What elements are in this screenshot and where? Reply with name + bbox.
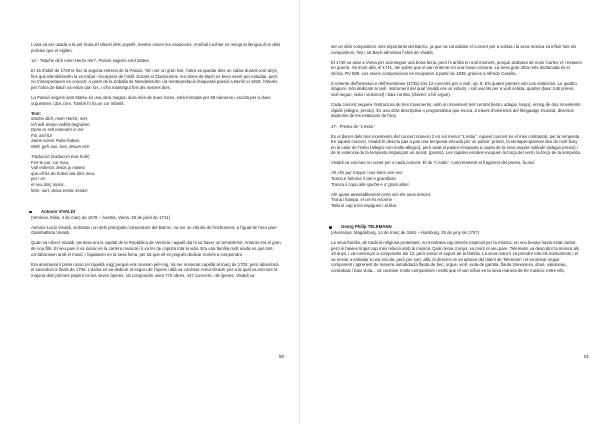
bullet-icon — [29, 211, 32, 214]
composer-dates: (Venècia, Itàlia, 4 de març de 1678 – Àustria, Viena, 28 de juliol de 1741) — [31, 214, 170, 220]
text-segment: (1725) són 12 concerts per a violí, op. 8. Els quatre primers són Les estacions. Le quattro stagioni. Són dedicats al violí, instrument del qual Vivaldi era un virtuós, i són escrits per a violí solista, quartet (baix: tutti primer, violí segon, viola i violoncel) i baix continu (clavecí o bé orgue). — [331, 80, 577, 97]
german-poem — [31, 116, 281, 150]
composer-name: Georg Philip TELEMANN — [341, 224, 392, 230]
text-segment: L'aria va ser usada a la pel·lícula — [31, 42, 95, 47]
translation-line: que ell ha de trobar ara dins meu, — [31, 170, 96, 176]
poem-line: Welt, geh aus, lass Jesum ein! — [31, 144, 90, 150]
text-segment: Era anomenat — [31, 261, 60, 267]
paragraph-film-note — [31, 42, 281, 53]
poem-line: Ich will Jesum selbst begraben. — [31, 121, 91, 127]
translation-line: Fes-te pur, cor meu, — [31, 159, 70, 165]
translation-line: per i en — [31, 176, 46, 182]
composer-name: Antonio VIVALDI — [41, 209, 76, 215]
paragraph-summer-description: És el darrer dels tres moviments del concert número 2 en sol menor "L'estiu". Aquest concert és el més contrastat, per la tempesta. En aquest concert, Vivaldi hi descriu pas a pas una tempesta viscuda per un pastor: primer, la sentaperopareixe des de molt lluny en la calor de l'estiu (allegro non molto-allegro), però aviat el pastor s'espanta a causa de la seva inquiet solitude (adagio presto) i de la violència de la tempesta mitjançant un acord, (presto). Les rapides escales evoquen la força del vent i la força de la tempesta. — [331, 133, 582, 156]
page-number: 50 — [279, 354, 285, 359]
heading-text: 14.- "Mache dich mein Herze rein", — [31, 58, 99, 64]
heading-work-title: Passió segons sant Mateu — [98, 58, 149, 64]
right-page — [300, 0, 600, 424]
section-heading-14 — [31, 58, 281, 64]
text-label: Text: — [31, 110, 41, 116]
poem-line: Denn er soll nunmehr in mir — [31, 127, 84, 133]
right-page-column — [331, 44, 582, 278]
poem-line: Mache dich, mein Herze, rein, — [31, 116, 89, 122]
poem-line: Seine süsse Ruhe haben. — [31, 138, 81, 144]
nickname: il prete rosso — [59, 261, 84, 267]
text-segment: (el capellà roig) perquè era mossèn pèl-roig. Va ser nomenat capellà al març de 1703, però abandonà el sacerdoci a finals de 1706. L'asma es va dedicar al negoci de l'òpera i allà va conèixer Anna Girault, per a la qual va escriure la majoria dels primers papers en les seves òperes. Va compondre unes 770 obres, 447 concerts i 46 òperes. Vivaldi va — [31, 261, 279, 278]
catalan-translation — [31, 154, 281, 193]
paragraph-passion-structure: La Passió segons sant Mateu és una obra magna, dura més de dues hores, està formada per 68 números i escrita per a dues orquestres i dos cors. També hi ha un cor infantil. — [31, 94, 271, 106]
work-title: Il cimento dell'armonia e dell'inventione — [331, 80, 406, 86]
page-number: 51 — [584, 354, 590, 359]
composer-heading-vivaldi — [31, 209, 281, 215]
poem-line: Ah che pur troppo i suo timor son veri — [331, 170, 403, 176]
paragraph-vivaldi-intro: Antonio Lucio Vivaldi, violinista i un dels principals compositors del Barroc, va ser un virtuós de l'instrument, a l'igual de l'seu pare Giambattista Vivaldi. — [31, 224, 277, 236]
left-page-column — [31, 42, 281, 283]
translation-line: Món, surt, deixa entrar Jesús! — [31, 187, 88, 193]
translation-line: Vull enterrar Jesús jo mateix — [31, 165, 86, 171]
translation-line: Trona i llampa, el cel és enorme — [331, 197, 392, 203]
translation-label: Traducció (traducció Eva Solé) — [31, 154, 90, 160]
paragraph-cimento — [331, 81, 582, 98]
text-segment: , mentre sonen les variacions, Anníbal Lechter es menja la llengua d'un dels policies que el vigilen. — [31, 42, 281, 53]
paragraph-vivaldi-family: Quan va néixer Vivaldi, Venècia era la capital de la República de Venècia i aquell dia hi va haver un terratrèmol. Antonio era el gran de nou fills. El seu pare li va iniciar en la carrera musical i li va fer de copista tota la vida. Era una família molt unida en què tots col·laboraven amb el músic i l'ajudaven en la seva feina, per tal que ell es pogués dedicar només a compondre. — [31, 240, 281, 257]
translation-line: Talla el cap a les espigues i al blat. — [331, 202, 398, 208]
italian-sonnet — [331, 170, 582, 187]
paragraph-vivaldi-death: El 1740 va anar a Viena per aconseguir una bona feina, però hi arribà en mal moment, perquè acabava de morir Carles VI i estaven en guerra. Va morir allà, el 1741, tan pobre que el van enterrar en una fossa comuna. La seva gran obra més destacada és el Glòria, RV 589. Les seves composicions es recuperen a partir de 1939, gràcies a Alfredo Casella. — [331, 59, 582, 76]
paragraph-vivaldi-influence: ser un dels compositors més importants del Barroc, ja que va consolidar el concert per a solista i la seva música va influir tots els compositors, fins i tot Bach admirava l'obra de Vivaldi. — [331, 44, 577, 55]
film-title: El silenci dels anyells — [94, 42, 136, 47]
poem-line: Tronca il capo alle spiche e a' grani alteri. — [331, 181, 410, 187]
composer-dates: (Alemanya, Magdeburg, 14 de març de 1681 – Hamburg, 25 de juny de 1767) — [331, 229, 480, 235]
paragraph-passion-history: El 15 d'abril de 1729 té lloc la segona estrena de la Passió. Tot i ser un gran èxit, l'obra va quedar dins un calaix durant cent anys, fins que Mendelssohn la va trobar i recuperar de l'oblit. Durant el Classicisme, les obres de Bach es feien servir per estudiar, però no s'interpretaven en concert. A partir de la troballa de Mendelssohn i la reinterpretació d'aquesta passió a Berlín el 1829, l'interès per l'obra de Bach va evitar que fos, i s'ha mantingut fins als nostres dies. — [31, 68, 278, 90]
poem-line: Tuona e fulmina il ciel e grandioso — [331, 176, 396, 182]
sonnet-translation — [331, 192, 582, 209]
translation-line: el seu dolç repòs. — [31, 182, 65, 188]
composer-heading-telemann — [331, 224, 582, 230]
bullet-icon — [329, 226, 332, 229]
paragraph-vivaldi-priest — [31, 262, 281, 279]
paragraph-telemann-bio: La seva família, de tradició religiosa protestant, no mostrava cap interès especial per la música; un seu besavi havia estat cantor, però ni havien tingut cap més relació amb la música. Quan tenia 4 anys, va morir el seu pare. Telemann va descobrir la música als 10 anys, i va començar a compondre als 12, però sense el suport de la família. La seva mare li va prendre tots els instruments i el va enviar a estudiar a una escola, però per sort, allà, el director es va adonar del talent de Telemann i el va deixar seguir component i aprenent de manera autodidacta flauta de bec, orgue, violí, viola de gamba, flauta travessera, oboè, xalumeau, contrabaix i baix viola... va conèixer molts compositors i estils que el van influir en la seva manera de fer música: entre ells, — [331, 239, 580, 273]
section-heading-17: 17.- Presto de "L'estiu" — [331, 123, 375, 129]
paragraph-sonnet-intro: Vivaldi va escriure un sonet per a cada concert. El de "L'estiu", concretament el fragment del presto, fa així: — [331, 160, 536, 166]
translation-line: Ah! quant amentablement certs són els seus temors: — [331, 191, 432, 197]
poem-line: Für und für — [31, 132, 53, 138]
paragraph-concert-structure: Cada concert segueix l'estructura de tres moviments, amb un moviment lent central (lento, adagio, largo), enmig de dos moviments ràpids (allegro, presto). És una obra descriptiva o programàtica que evoca, a través d'elements del llenguatge musical, diversos aspectes de les estacions de l'any. — [331, 101, 581, 119]
